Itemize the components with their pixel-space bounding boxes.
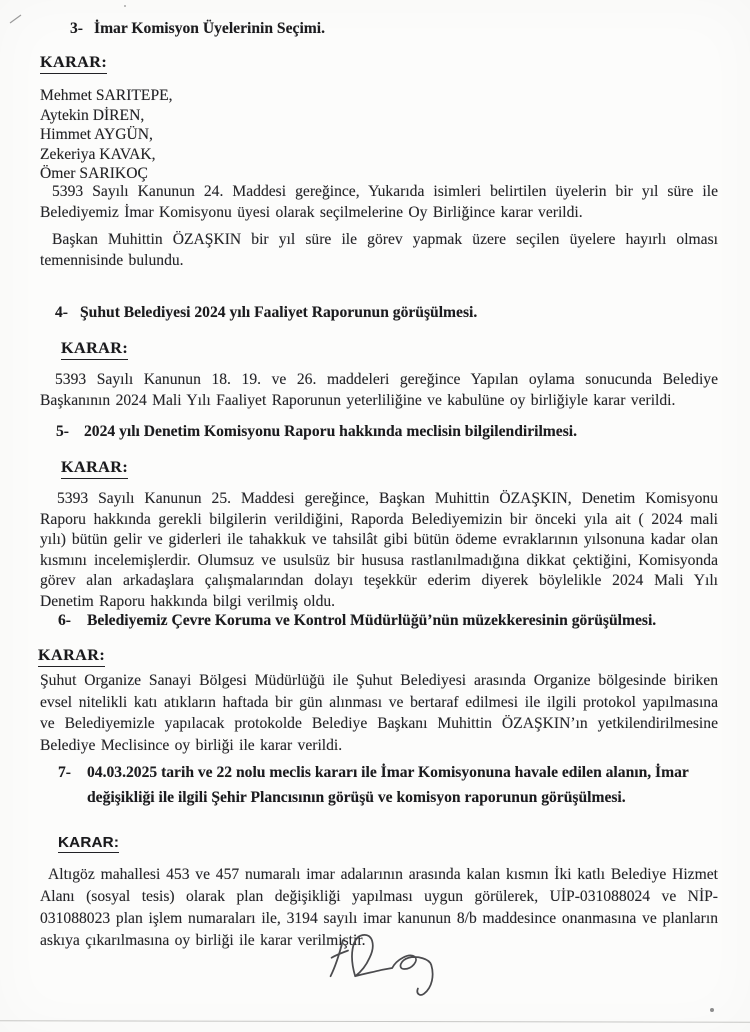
agenda-item-5-title: 2024 yılı Denetim Komisyonu Raporu hakkında meclisin bilgilendirilmesi. bbox=[84, 423, 577, 440]
agenda-item-3-heading bbox=[70, 18, 630, 39]
agenda-item-3-number: 3- bbox=[70, 20, 83, 37]
karar-label-7: KARAR: bbox=[58, 834, 120, 851]
agenda-item-3-title: İmar Komisyon Üyelerinin Seçimi. bbox=[94, 20, 326, 37]
member-name: Ömer SARIKOÇ bbox=[40, 165, 148, 182]
karar-label-3: KARAR: bbox=[40, 53, 107, 74]
commission-members-list bbox=[40, 86, 173, 184]
decision-paragraph-6: Şuhut Organize Sanayi Bölgesi Müdürlüğü ile Şuhut Belediyesi arasında Organize bölgesinde biriken evsel nitelikli katı atıkların haftada bir gün alınması ve bertaraf edilmesi ile ilgili protokol yapılmasına ve Belediyemizle yapılacak protokolde Belediye Başkanı Muhittin ÖZAŞKIN’ın yetkilendirilmesine Belediye Meclisince oy birliği ile karar verildi. bbox=[40, 672, 718, 754]
agenda-item-6-heading bbox=[58, 610, 708, 631]
agenda-item-4-number: 4- bbox=[55, 304, 68, 321]
agenda-item-7-heading bbox=[58, 760, 706, 810]
scan-artifact-stroke bbox=[9, 12, 23, 24]
agenda-item-5-heading bbox=[56, 421, 696, 442]
agenda-item-7-title: 04.03.2025 tarih ve 22 nolu meclis kararı ile İmar Komisyonuna havale edilen alanın, İmar değişikliği ile ilgili Şehir Plancısının görüşü ve komisyon raporunun görüşülmesi. bbox=[87, 764, 689, 806]
scan-edge-line bbox=[0, 1020, 750, 1023]
karar-label-5: KARAR: bbox=[61, 458, 128, 479]
agenda-item-4-title: Şuhut Belediyesi 2024 yılı Faaliyet Raporunun görüşülmesi. bbox=[80, 304, 478, 321]
karar-label-4: KARAR: bbox=[61, 339, 128, 360]
scan-artifact-dot bbox=[124, 5, 126, 7]
member-name: Mehmet SARITEPE, bbox=[40, 87, 173, 104]
decision-paragraph-5: 5393 Sayılı Kanunun 25. Maddesi gereğince, Başkan Muhittin ÖZAŞKIN, Denetim Komisyonu Raporu hakkında gerekli bilgilerin verildiğini, Raporda Belediyemizin bir önceki yıla ait ( 2024 mali yılı) bütün gelir ve giderleri ile tahakkuk ve tahsilât gibi bütün ödeme evraklarının yılsonuna kadar olan kısmını incelemişlerdir. Olumsuz ve usulsüz bir hususa rastlanılmadığına dikkat çektiğini, Komisyonda görev alan arkadaşlara çalışmalarından dolayı teşekkür ederim diyerek böylelikle 2024 Mali Yılı Denetim Raporu hakkında bilgi verilmiş oldu. bbox=[40, 490, 718, 610]
decision-paragraph-3a: 5393 Sayılı Kanunun 24. Maddesi gereğince, Yukarıda isimleri belirtilen üyelerin bir yıl süre ile Belediyemiz İmar Komisyonu üyesi olarak seçilmelerine Oy Birliğince karar verildi. bbox=[40, 183, 718, 221]
agenda-item-7-number: 7- bbox=[58, 764, 71, 781]
member-name: Zekeriya KAVAK, bbox=[40, 145, 156, 163]
decision-paragraph-4: 5393 Sayılı Kanunun 18. 19. ve 26. maddeleri gereğince Yapılan oylama sonucunda Belediye Başkanının 2024 Mali Yılı Faaliyet Raporunun yeterliliğine ve kabulüne oy birliğiyle karar verildi. bbox=[40, 371, 718, 409]
agenda-item-6-number: 6- bbox=[58, 612, 71, 629]
agenda-item-6-title: Belediyemiz Çevre Koruma ve Kontrol Müdürlüğü’nün müzekkeresinin görüşülmesi. bbox=[87, 612, 657, 629]
member-name: Aytekin DİREN, bbox=[40, 106, 145, 124]
agenda-item-5-number: 5- bbox=[56, 423, 69, 440]
decision-paragraph-7: Altıgöz mahallesi 453 ve 457 numaralı imar adalarının arasında kalan kısmın İki katlı Belediye Hizmet Alanı (sosyal tesis) olarak plan değişikliği yapılması uygun görülerek, UİP-031088024 ve NİP- 031088023 plan işlem numaraları ile, 3194 sayılı imar kanunun 8/b maddesince onanmasına ve planların askıya çıkarılmasına oy birliği ile karar verilmiştir. bbox=[40, 866, 718, 949]
scan-artifact-dot bbox=[710, 1008, 714, 1012]
karar-label-6: KARAR: bbox=[38, 646, 105, 667]
decision-paragraph-3b: Başkan Muhittin ÖZAŞKIN bir yıl süre ile görev yapmak üzere seçilen üyelere hayırlı olması temennisinde bulundu. bbox=[40, 231, 718, 269]
agenda-item-4-heading bbox=[55, 302, 675, 323]
member-name: Himmet AYGÜN, bbox=[40, 126, 153, 143]
handwritten-signature-icon bbox=[323, 931, 447, 1005]
